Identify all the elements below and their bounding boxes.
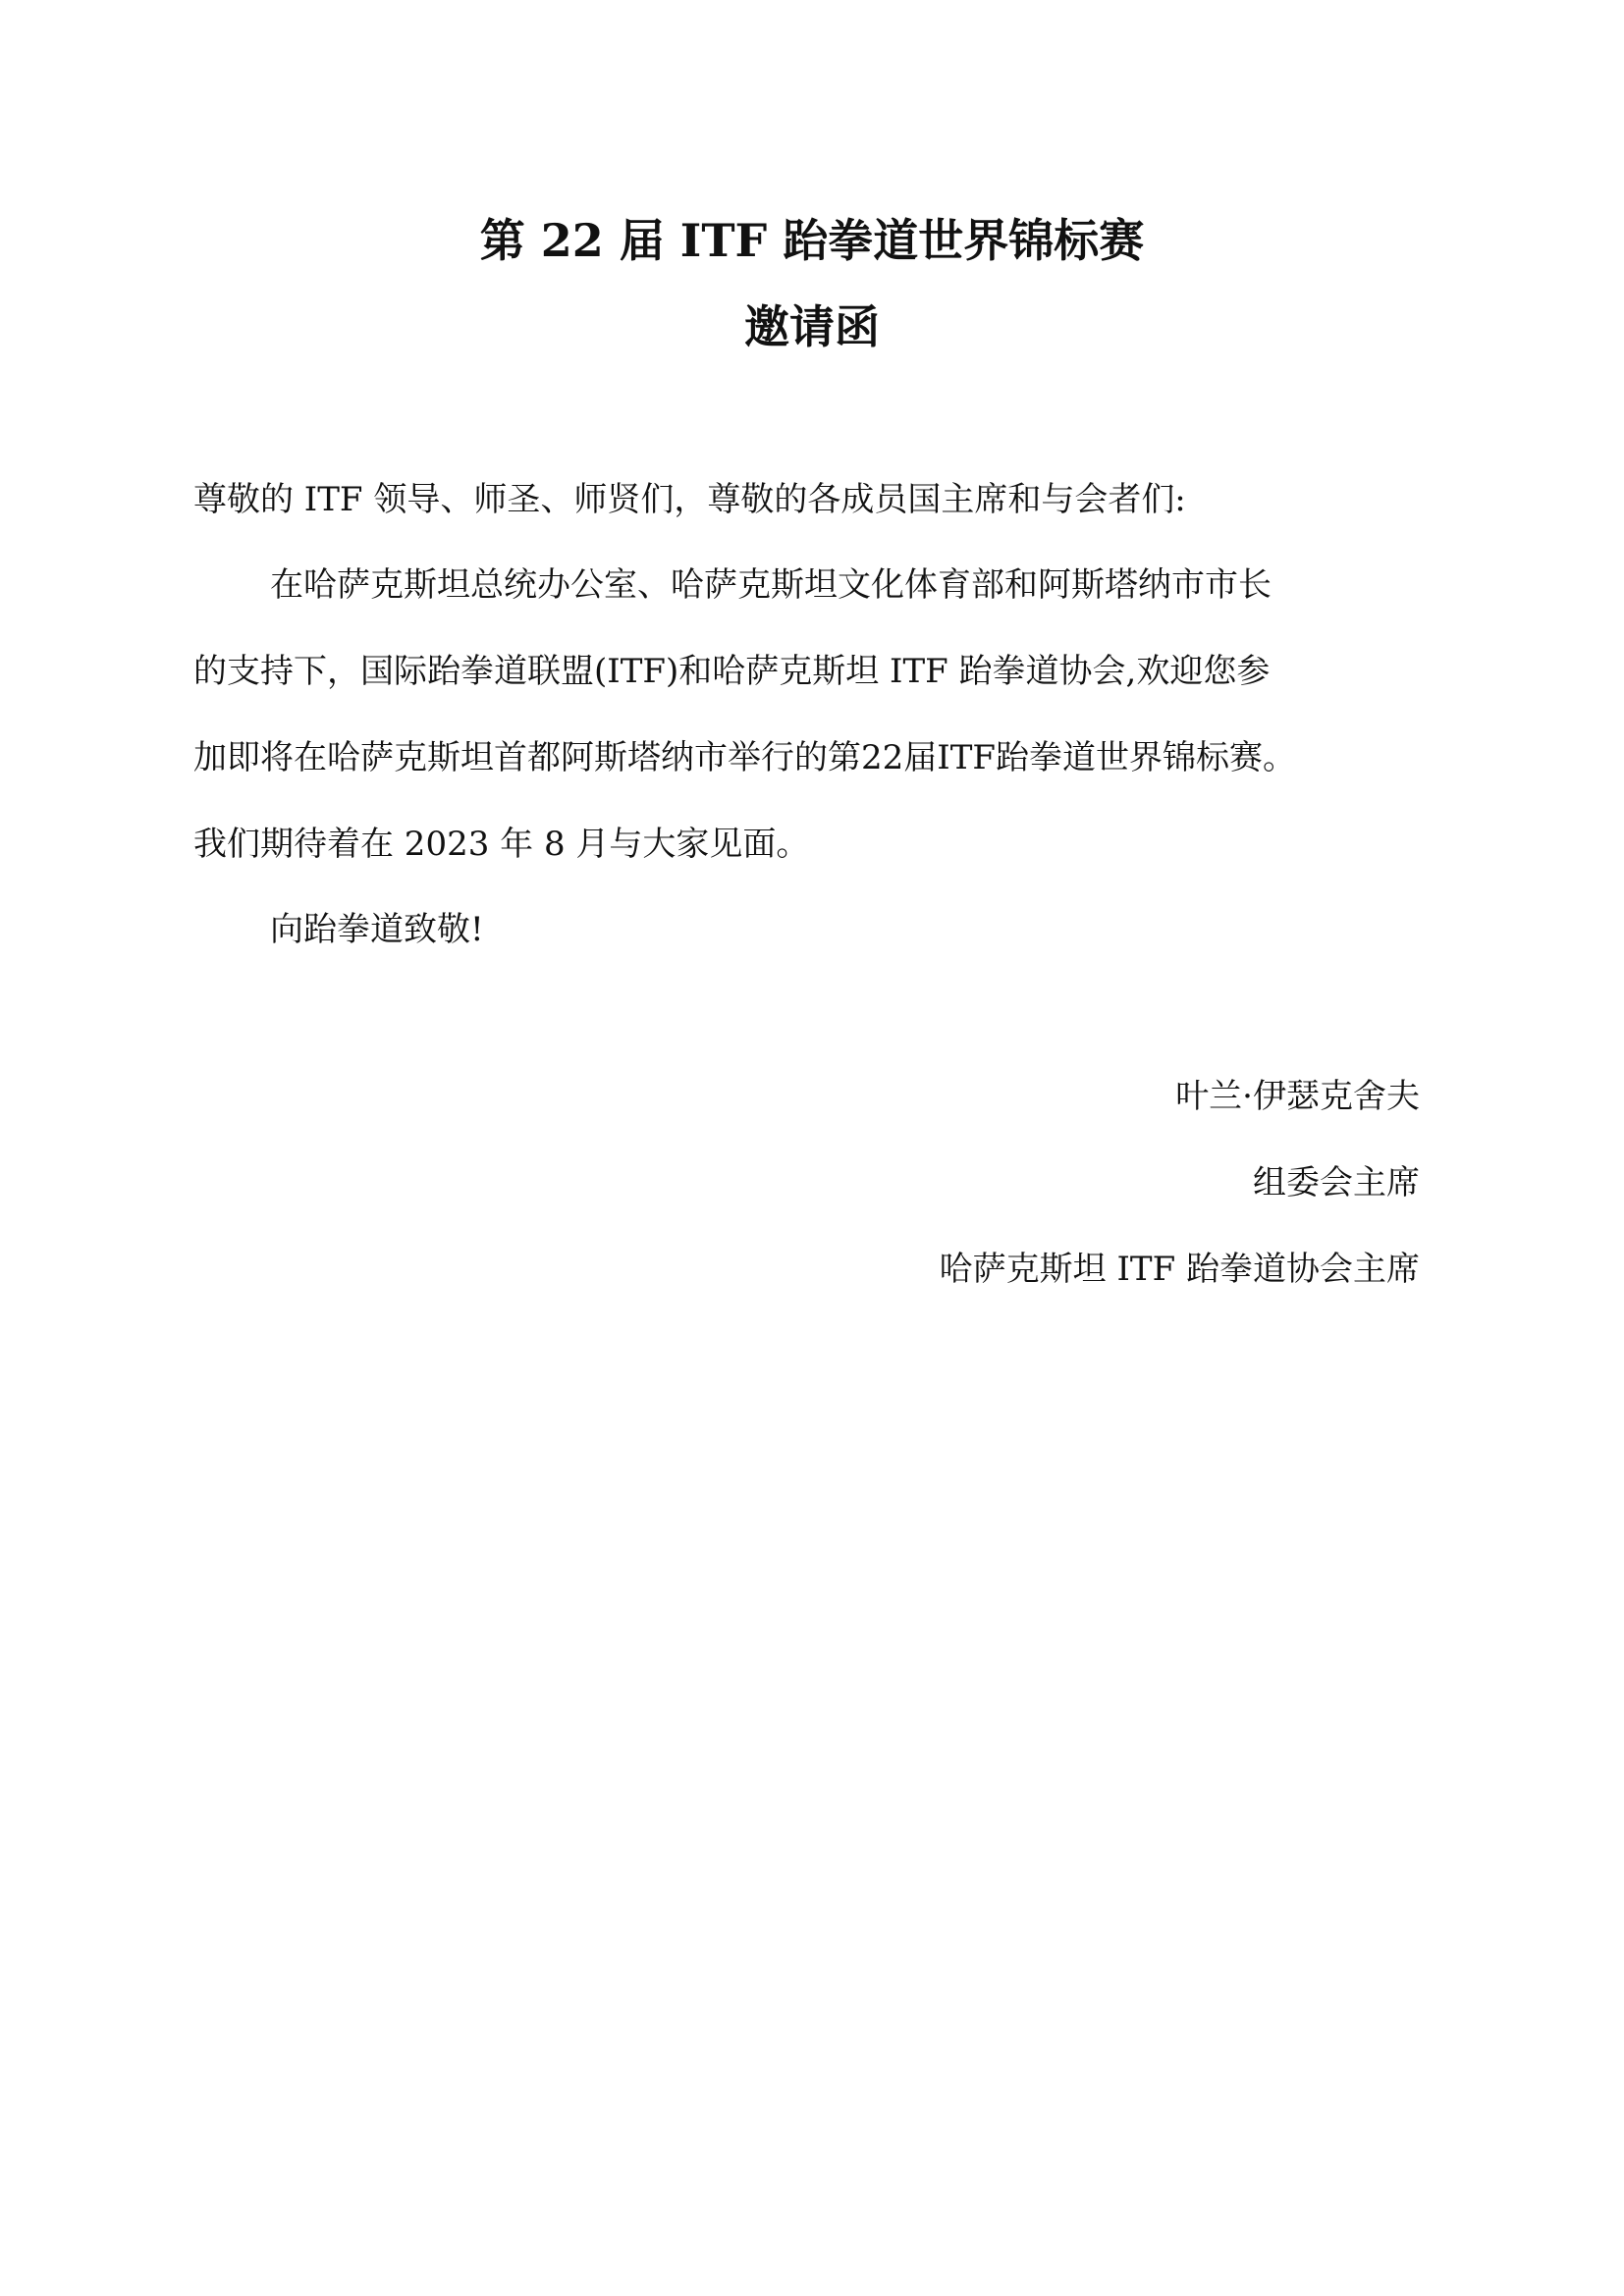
body-line-1: 在哈萨克斯坦总统办公室、哈萨克斯坦文化体育部和阿斯塔纳市市长 [270, 565, 1272, 605]
signature-role-association: 哈萨克斯坦 ITF 跆拳道协会主席 [939, 1250, 1420, 1289]
document-subtitle: 邀请函 [744, 300, 880, 353]
signature-role-organizing-committee: 组委会主席 [1253, 1163, 1420, 1202]
document-title: 第 22 届 ITF 跆拳道世界锦标赛 [479, 214, 1145, 267]
body-line-2: 的支持下，国际跆拳道联盟(ITF)和哈萨克斯坦 ITF 跆拳道协会,欢迎您参 [193, 652, 1271, 691]
body-line-3: 加即将在哈萨克斯坦首都阿斯塔纳市举行的第22届ITF跆拳道世界锦标赛。 [193, 738, 1296, 777]
closing-line: 向跆拳道致敬! [270, 910, 484, 949]
salutation-line: 尊敬的 ITF 领导、师圣、师贤们，尊敬的各成员国主席和与会者们: [193, 480, 1186, 519]
signature-name: 叶兰·伊瑟克舍夫 [1175, 1077, 1420, 1116]
body-line-4: 我们期待着在 2023 年 8 月与大家见面。 [193, 825, 810, 864]
